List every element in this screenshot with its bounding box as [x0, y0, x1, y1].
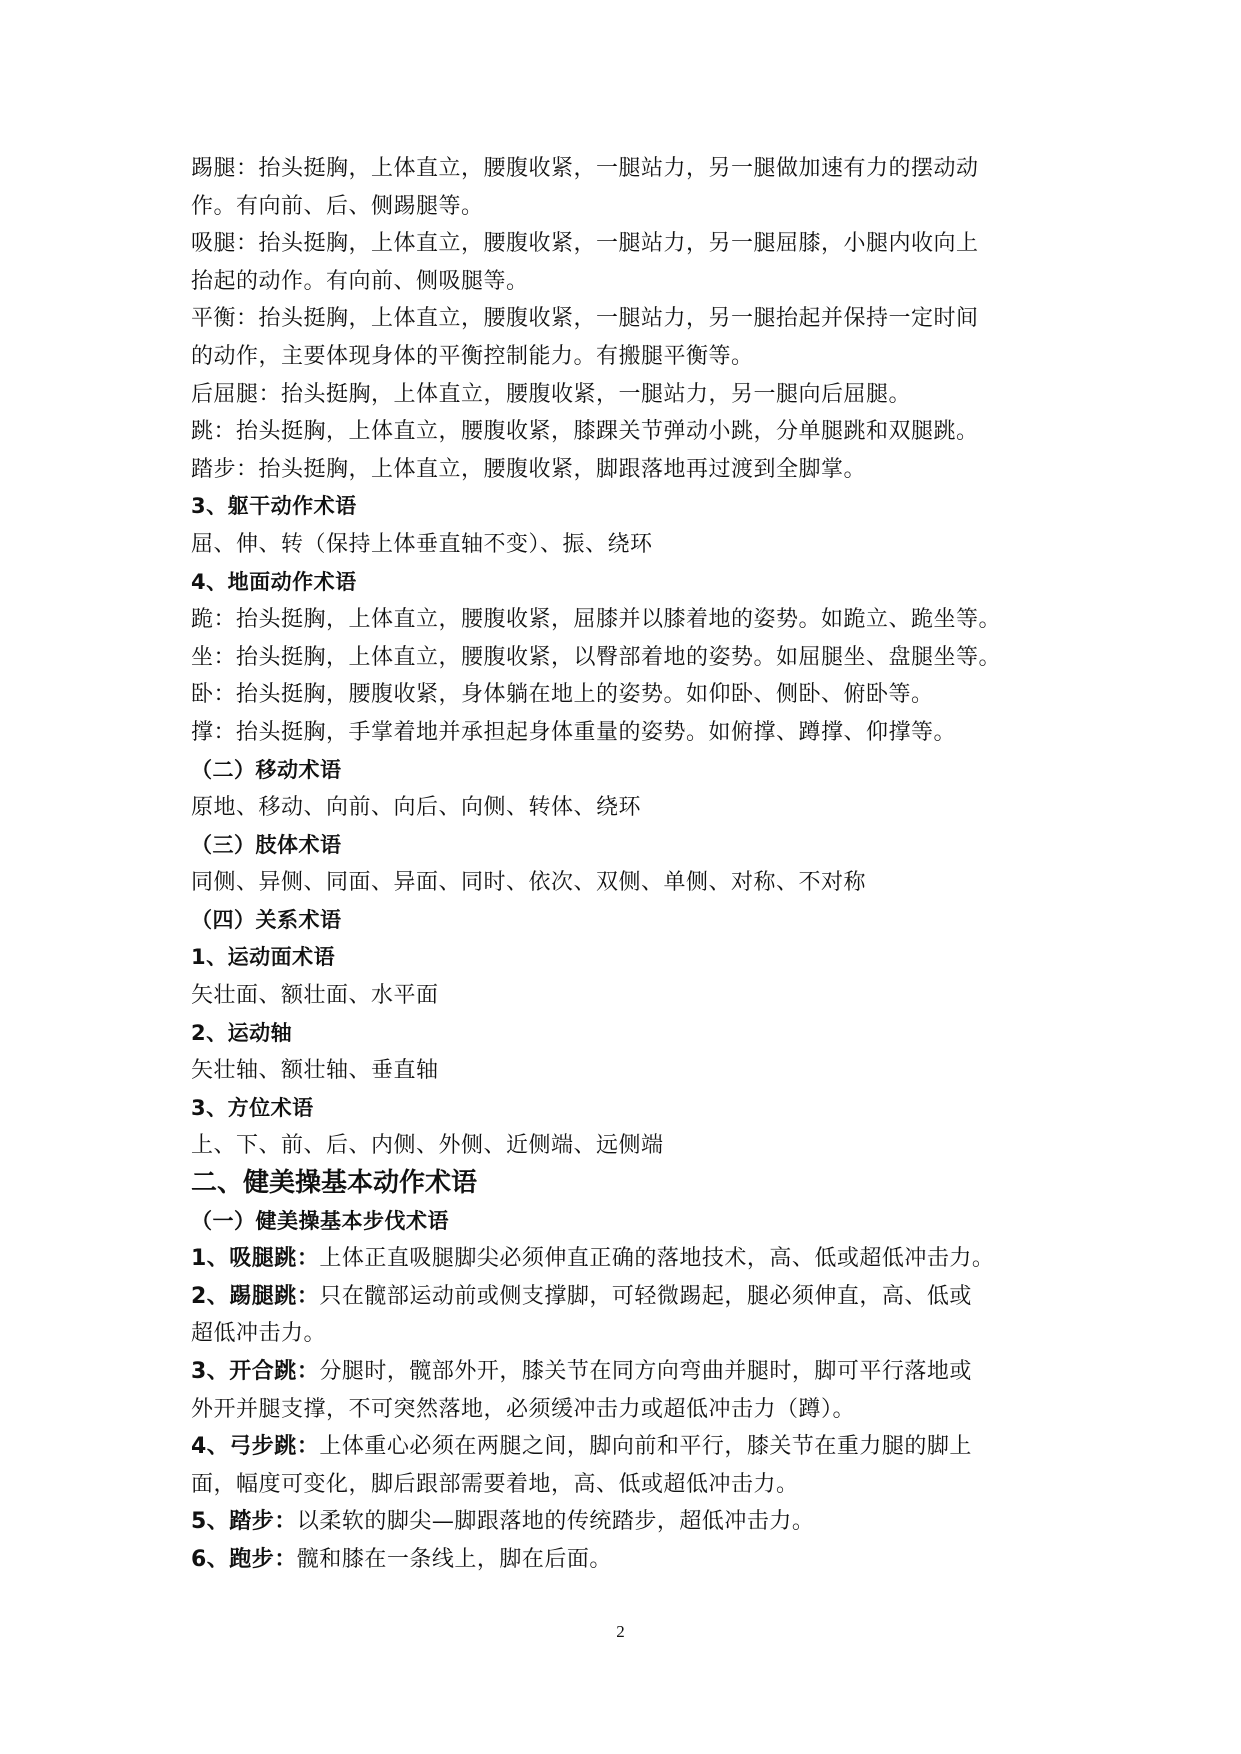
list-item: 4、弓步跳：上体重心必须在两腿之间，脚向前和平行，膝关节在重力腿的脚上 [191, 1434, 972, 1460]
section-heading: 4、地面动作术语 [191, 569, 357, 594]
section-heading: 1、运动面术语 [191, 945, 336, 970]
document-body [191, 150, 1071, 1579]
term-description: 髋和膝在一条线上，脚在后面。 [296, 1546, 612, 1572]
chapter-heading: 二、健美操基本动作术语 [191, 1168, 478, 1199]
paragraph-line: 矢壮轴、额壮轴、垂直轴 [191, 1058, 439, 1084]
paragraph-line: 撑：抬头挺胸，手掌着地并承担起身体重量的姿势。如俯撑、蹲撑、仰撑等。 [191, 719, 957, 745]
section-heading: （一）健美操基本步伐术语 [191, 1208, 449, 1233]
section-heading: （二）移动术语 [191, 757, 342, 782]
paragraph-line: 跳：抬头挺胸，上体直立，腰腹收紧，膝踝关节弹动小跳，分单腿跳和双腿跳。 [191, 419, 979, 445]
list-item: 2、踢腿跳：只在髋部运动前或侧支撑脚，可轻微踢起，腿必须伸直，高、低或 [191, 1283, 972, 1309]
paragraph-line: 屈、伸、转（保持上体垂直轴不变）、振、绕环 [191, 531, 653, 557]
term-label: 5、踏步 [191, 1509, 275, 1535]
term-description: 以柔软的脚尖—脚跟落地的传统踏步，超低冲击力。 [296, 1509, 815, 1535]
term-description: 上体正直吸腿脚尖必须伸直正确的落地技术，高、低或超低冲击力。 [319, 1246, 995, 1272]
term-label: 6、跑步 [191, 1546, 275, 1572]
term-description: 上体重心必须在两腿之间，脚向前和平行，膝关节在重力腿的脚上 [319, 1434, 972, 1460]
list-item: 1、吸腿跳：上体正直吸腿脚尖必须伸直正确的落地技术，高、低或超低冲击力。 [191, 1246, 995, 1272]
section-heading: 3、方位术语 [191, 1095, 314, 1120]
section-heading: 2、运动轴 [191, 1020, 293, 1045]
paragraph-line: 矢壮面、额壮面、水平面 [191, 983, 439, 1009]
term-label: 4、弓步跳 [191, 1434, 297, 1460]
list-item: 6、跑步：髋和膝在一条线上，脚在后面。 [191, 1546, 612, 1572]
paragraph-line: 吸腿：抬头挺胸，上体直立，腰腹收紧，一腿站力，另一腿屈膝，小腿内收向上 [191, 231, 979, 257]
page-number: 2 [616, 1622, 625, 1641]
term-description: 只在髋部运动前或侧支撑脚，可轻微踢起，腿必须伸直，高、低或 [319, 1283, 972, 1309]
paragraph-line: 超低冲击力。 [191, 1321, 327, 1347]
list-item: 3、开合跳：分腿时，髋部外开，膝关节在同方向弯曲并腿时，脚可平行落地或 [191, 1359, 972, 1384]
section-heading: （四）关系术语 [191, 907, 342, 932]
paragraph-line: 卧：抬头挺胸，腰腹收紧，身体躺在地上的姿势。如仰卧、侧卧、俯卧等。 [191, 682, 934, 708]
paragraph-line: 原地、移动、向前、向后、向侧、转体、绕环 [191, 795, 642, 821]
section-heading: （三）肢体术语 [191, 832, 342, 857]
paragraph-line: 上、下、前、后、内侧、外侧、近侧端、远侧端 [191, 1133, 664, 1159]
paragraph-line: 坐：抬头挺胸，上体直立，腰腹收紧，以臀部着地的姿势。如屈腿坐、盘腿坐等。 [191, 644, 1002, 670]
paragraph-line: 踢腿：抬头挺胸，上体直立，腰腹收紧，一腿站力，另一腿做加速有力的摆动动 [191, 156, 979, 181]
paragraph-line: 面，幅度可变化，脚后跟部需要着地，高、低或超低冲击力。 [191, 1471, 799, 1497]
section-heading: 3、躯干动作术语 [191, 494, 357, 519]
paragraph-line: 后屈腿：抬头挺胸，上体直立，腰腹收紧，一腿站力，另一腿向后屈腿。 [191, 381, 912, 407]
list-item: 5、踏步：以柔软的脚尖—脚跟落地的传统踏步，超低冲击力。 [191, 1509, 815, 1535]
paragraph-line: 外开并腿支撑，不可突然落地，必须缓冲击力或超低冲击力（蹲）。 [191, 1396, 856, 1422]
term-description: 分腿时，髋部外开，膝关节在同方向弯曲并腿时，脚可平行落地或 [319, 1359, 972, 1384]
paragraph-line: 作。有向前、后、侧踢腿等。 [191, 193, 484, 219]
term-label: 1、吸腿跳 [191, 1246, 297, 1272]
paragraph-line: 同侧、异侧、同面、异面、同时、依次、双侧、单侧、对称、不对称 [191, 870, 867, 896]
paragraph-line: 的动作，主要体现身体的平衡控制能力。有搬腿平衡等。 [191, 343, 754, 369]
term-label: 2、踢腿跳 [191, 1283, 297, 1309]
paragraph-line: 平衡：抬头挺胸，上体直立，腰腹收紧，一腿站力，另一腿抬起并保持一定时间 [191, 306, 979, 332]
paragraph-line: 跪：抬头挺胸，上体直立，腰腹收紧，屈膝并以膝着地的姿势。如跪立、跪坐等。 [191, 607, 1002, 633]
term-label: 3、开合跳 [191, 1359, 297, 1384]
paragraph-line: 抬起的动作。有向前、侧吸腿等。 [191, 268, 529, 294]
paragraph-line: 踏步：抬头挺胸，上体直立，腰腹收紧，脚跟落地再过渡到全脚掌。 [191, 456, 867, 482]
